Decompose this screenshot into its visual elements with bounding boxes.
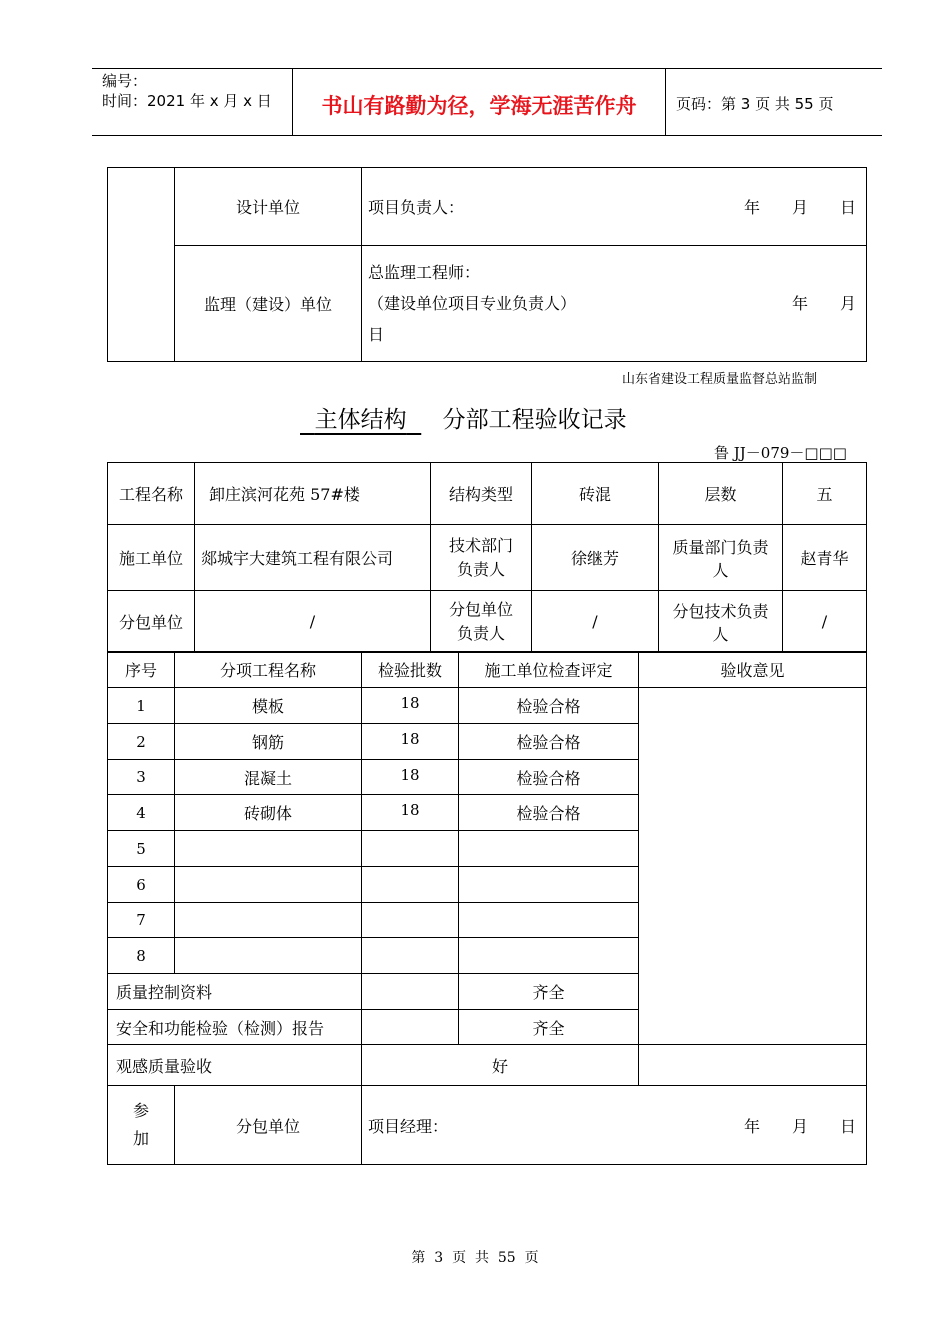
row-result: 检验合格 bbox=[459, 688, 639, 724]
supervisor-note: 山东省建设工程质量监督总站监制 bbox=[622, 372, 818, 387]
owner-leader-label: （建设单位项目专业负责人） bbox=[368, 294, 577, 313]
project-name-label: 工程名称 bbox=[108, 463, 195, 525]
col-header-batches: 检验批数 bbox=[362, 652, 459, 688]
col-header-no: 序号 bbox=[108, 652, 175, 688]
time-label: 时间：2021 年 x 月 x 日 bbox=[102, 92, 272, 110]
structure-type-label: 结构类型 bbox=[431, 463, 532, 525]
supervision-unit-label: 监理（建设）单位 bbox=[175, 246, 362, 362]
row-name bbox=[175, 938, 362, 974]
row-no: 6 bbox=[108, 867, 175, 903]
col-header-opinion: 验收意见 bbox=[639, 652, 867, 688]
participate-sub-unit: 分包单位 bbox=[175, 1086, 362, 1165]
safety-label: 安全和功能检验（检测）报告 bbox=[108, 1010, 362, 1045]
row-result bbox=[459, 903, 639, 938]
project-leader-label: 项目负责人： bbox=[368, 198, 465, 217]
row-batches bbox=[362, 903, 459, 938]
sub-unit: / bbox=[195, 591, 431, 653]
serial-label: 编号： bbox=[102, 72, 148, 90]
supervision-sign-cell bbox=[362, 246, 867, 362]
structure-type: 砖混 bbox=[532, 463, 659, 525]
participate-sign-cell bbox=[362, 1086, 867, 1165]
header-bottom-rule bbox=[92, 135, 882, 136]
design-unit-sign-cell bbox=[362, 168, 867, 246]
project-info-table bbox=[107, 462, 867, 653]
row-batches: 18 bbox=[362, 724, 459, 760]
safety-blank bbox=[362, 1010, 459, 1045]
row-result bbox=[459, 831, 639, 867]
row-name: 模板 bbox=[175, 688, 362, 724]
sub-head-label: 分包单位 负责人 bbox=[431, 591, 532, 653]
sub-unit-label: 分包单位 bbox=[108, 591, 195, 653]
items-table bbox=[107, 651, 867, 1165]
row-batches bbox=[362, 867, 459, 903]
col-header-name: 分项工程名称 bbox=[175, 652, 362, 688]
quality-head: 赵青华 bbox=[783, 525, 867, 591]
row-no: 8 bbox=[108, 938, 175, 974]
contractor: 郯城宇大建筑工程有限公司 bbox=[195, 525, 431, 591]
row-no: 4 bbox=[108, 795, 175, 831]
row-name: 混凝土 bbox=[175, 760, 362, 795]
safety-value: 齐全 bbox=[459, 1010, 639, 1045]
floors-label: 层数 bbox=[659, 463, 783, 525]
table-row bbox=[108, 688, 867, 724]
row-batches: 18 bbox=[362, 688, 459, 724]
quality-docs-value: 齐全 bbox=[459, 974, 639, 1010]
chief-engineer-label: 总监理工程师： bbox=[368, 263, 481, 282]
tech-head: 徐继芳 bbox=[532, 525, 659, 591]
page-footer: 第 3 页 共 55 页 bbox=[411, 1250, 539, 1266]
row-result: 检验合格 bbox=[459, 795, 639, 831]
col-header-self-check: 施工单位检查评定 bbox=[459, 652, 639, 688]
row-no: 3 bbox=[108, 760, 175, 795]
participate-date: 年 月 日 bbox=[743, 1116, 856, 1136]
page-label: 页码：第 3 页 共 55 页 bbox=[676, 95, 834, 113]
contractor-label: 施工单位 bbox=[108, 525, 195, 591]
row-no: 5 bbox=[108, 831, 175, 867]
row-result: 检验合格 bbox=[459, 760, 639, 795]
sign-date-d: 日 bbox=[368, 325, 385, 344]
row-name bbox=[175, 831, 362, 867]
sub-tech-label: 分包技术负责人 bbox=[659, 591, 783, 653]
quality-docs-label: 质量控制资料 bbox=[108, 974, 362, 1010]
opinion-cell bbox=[639, 688, 867, 1045]
appearance-opinion bbox=[639, 1045, 867, 1086]
form-code: 鲁 JJ－079－□□□ bbox=[714, 444, 847, 462]
row-result: 检验合格 bbox=[459, 724, 639, 760]
row-name: 钢筋 bbox=[175, 724, 362, 760]
sub-tech: / bbox=[783, 591, 867, 653]
row-no: 2 bbox=[108, 724, 175, 760]
floors: 五 bbox=[783, 463, 867, 525]
row-name bbox=[175, 867, 362, 903]
design-unit-label: 设计单位 bbox=[175, 168, 362, 246]
sub-head: / bbox=[532, 591, 659, 653]
title-part: 主体结构 bbox=[314, 407, 407, 433]
row-batches bbox=[362, 938, 459, 974]
signoff-blank-cell bbox=[108, 168, 175, 362]
row-no: 1 bbox=[108, 688, 175, 724]
row-result bbox=[459, 938, 639, 974]
sign-date: 年 月 日 bbox=[743, 198, 856, 217]
tech-head-label: 技术部门 负责人 bbox=[431, 525, 532, 591]
appearance-value: 好 bbox=[362, 1045, 639, 1086]
signoff-table bbox=[107, 167, 867, 362]
participate-label: 参 加 bbox=[108, 1086, 175, 1165]
row-name bbox=[175, 903, 362, 938]
row-batches bbox=[362, 831, 459, 867]
row-batches: 18 bbox=[362, 795, 459, 831]
quality-head-label: 质量部门负责人 bbox=[659, 525, 783, 591]
row-result bbox=[459, 867, 639, 903]
appearance-label: 观感质量验收 bbox=[108, 1045, 362, 1086]
row-no: 7 bbox=[108, 903, 175, 938]
row-batches: 18 bbox=[362, 760, 459, 795]
pm-label: 项目经理： bbox=[368, 1116, 449, 1136]
form-title bbox=[300, 401, 627, 434]
quality-docs-blank bbox=[362, 974, 459, 1010]
title-rest: 分部工程验收记录 bbox=[442, 407, 627, 433]
row-name: 砖砌体 bbox=[175, 795, 362, 831]
sign-date-ym: 年 月 bbox=[791, 294, 856, 313]
project-name: 卸庄滨河花苑 57#楼 bbox=[195, 463, 431, 525]
header-motto: 书山有路勤为径，学海无涯苦作舟 bbox=[321, 94, 637, 118]
header-top-rule bbox=[92, 68, 882, 69]
